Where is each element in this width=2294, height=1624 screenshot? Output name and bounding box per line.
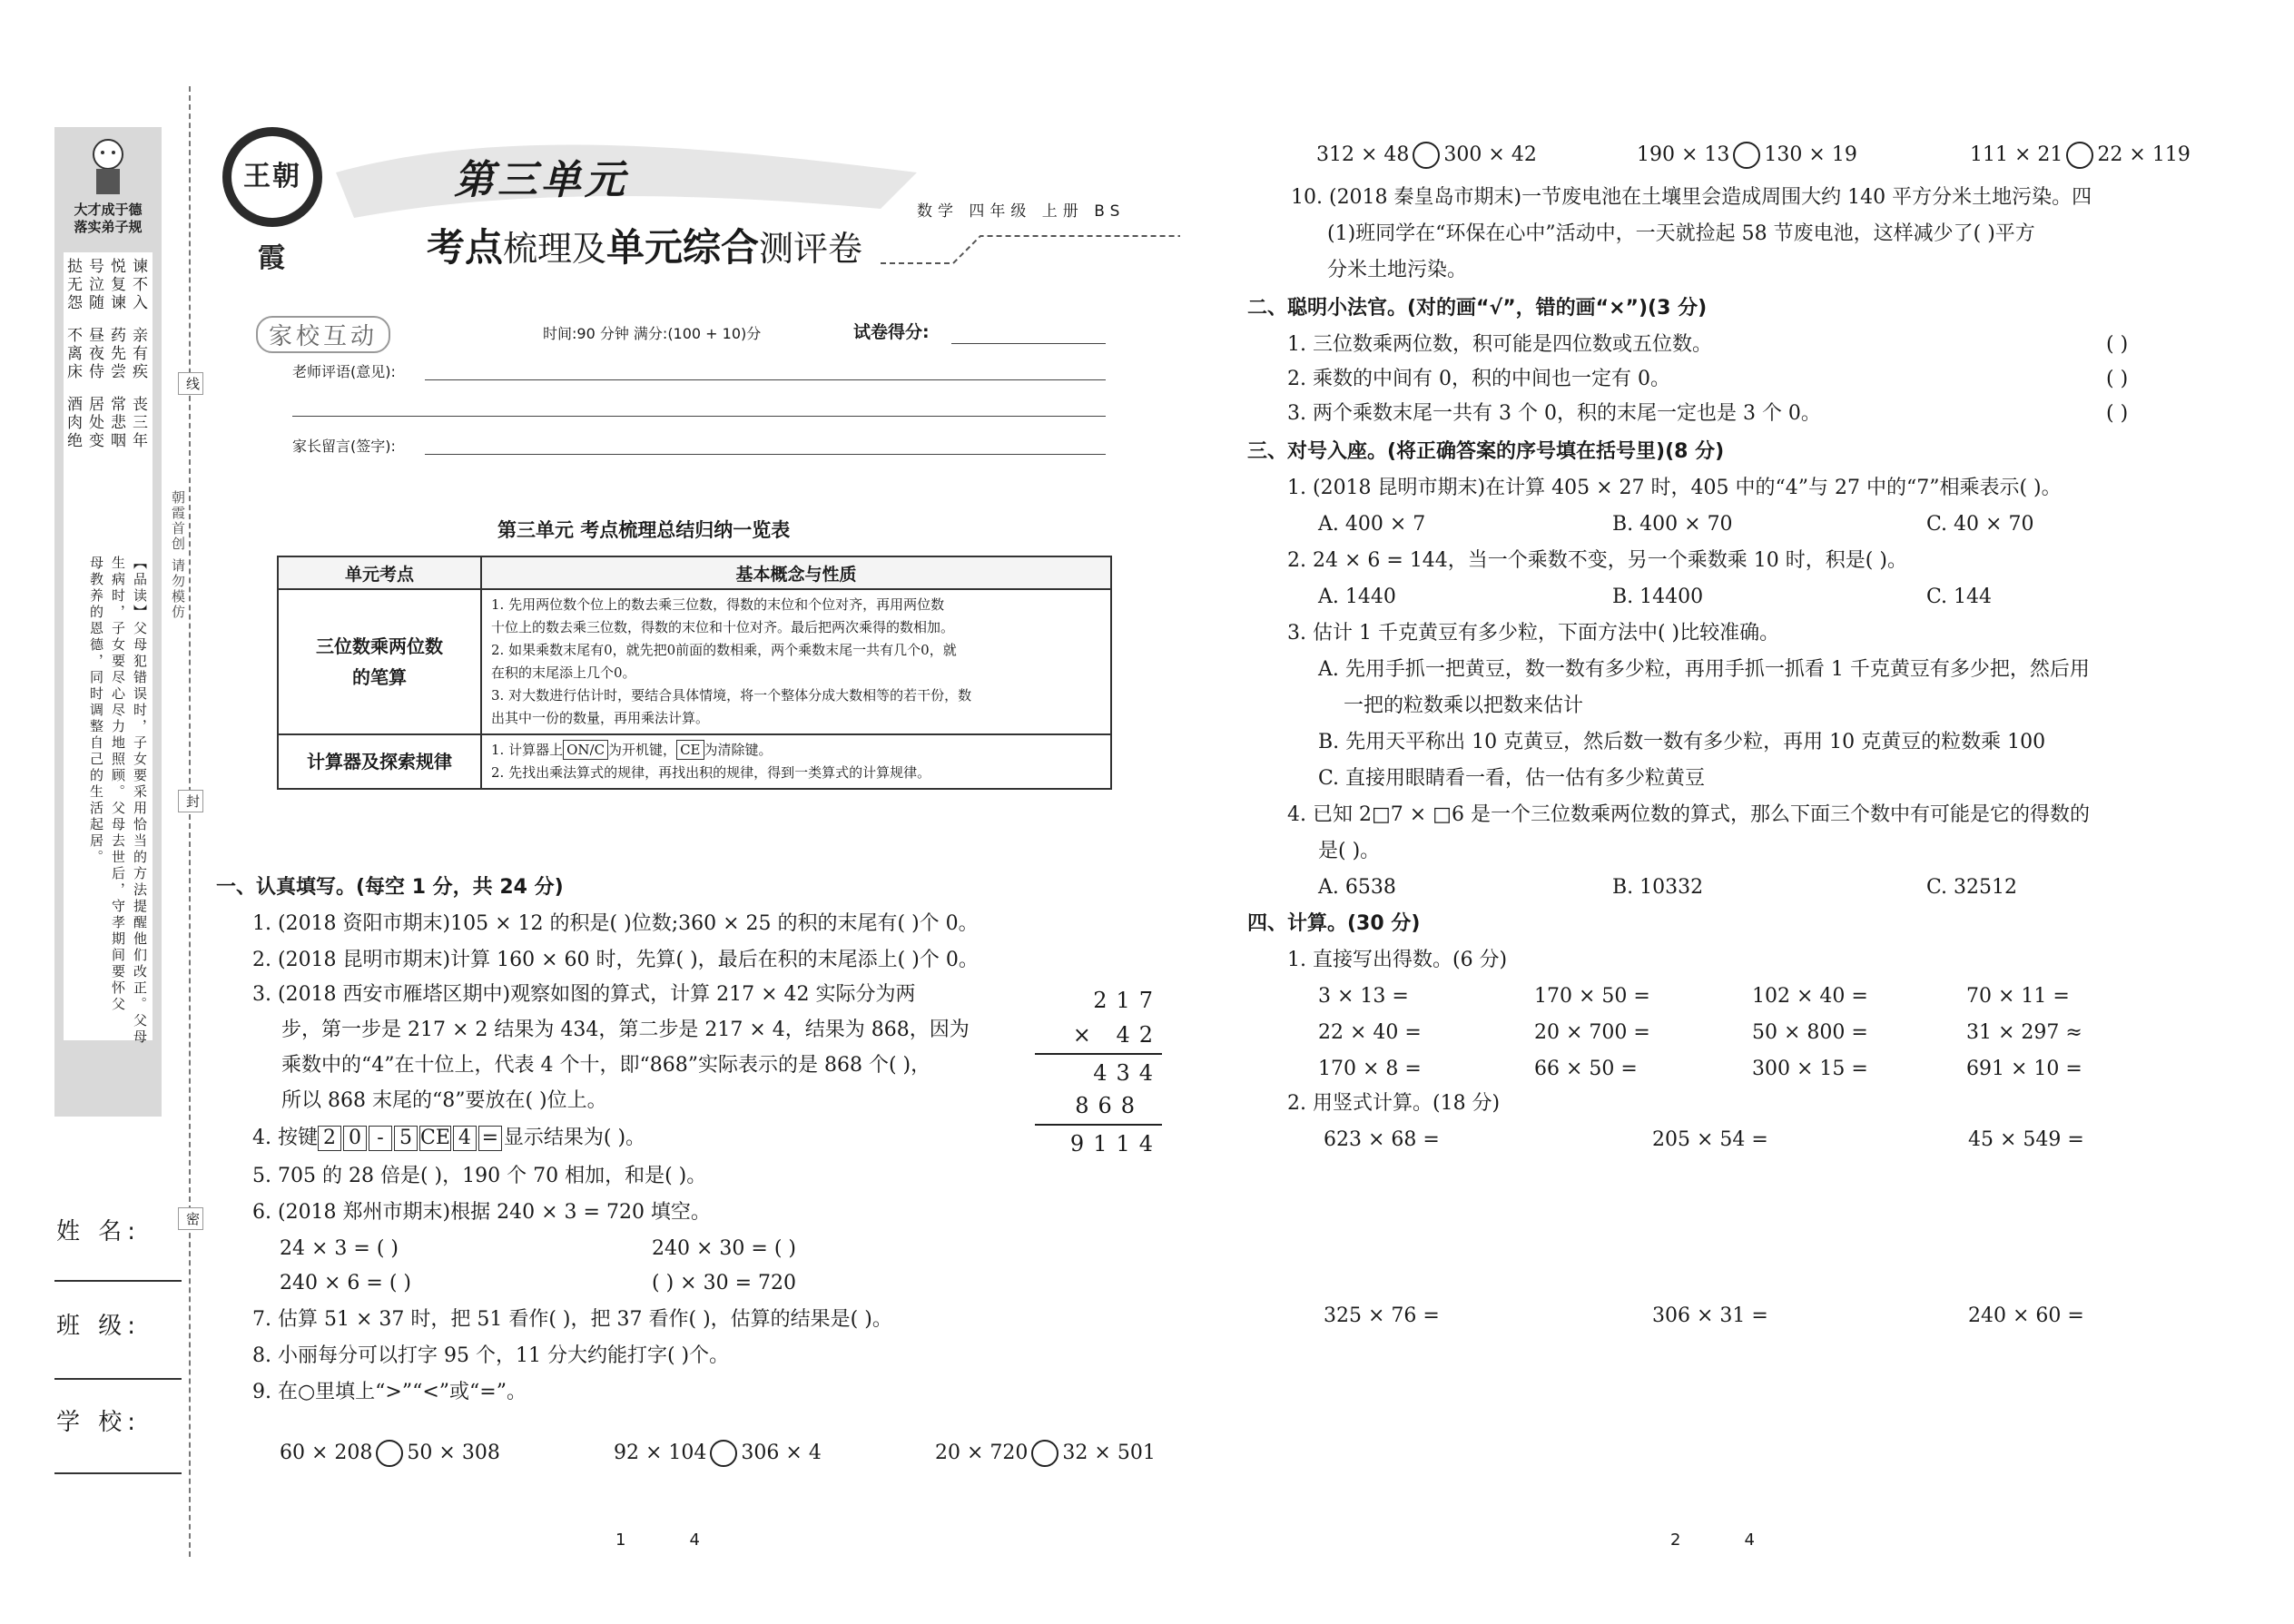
ce-key-icon: CE (676, 740, 704, 760)
teacher-comment-label: 老师评语(意见): (292, 363, 396, 380)
oral-calc-item: 300 × 15 = (1752, 1058, 1868, 1080)
section2-title: 二、聪明小法官。(对的画“√”，错的画“×”)(3 分) (1247, 297, 1708, 320)
answer-paren[interactable]: ( ) (2106, 333, 2129, 356)
compare-item: 312 × 48 300 × 42 (1316, 142, 1537, 169)
poem-line: 亲有疾 (129, 327, 147, 381)
question-1-3a: 3. (2018 西安市雁塔区期中)观察如图的算式，计算 217 × 42 实际分为两 (252, 983, 916, 1006)
oral-calc-item: 170 × 8 = (1318, 1058, 1422, 1080)
section1-title: 一、认真填写。(每空 1 分，共 24 分) (216, 876, 564, 899)
calc-key: 2 (318, 1126, 341, 1151)
vertical-calc-subtitle: 2. 用竖式计算。(18 分) (1287, 1092, 1501, 1115)
calc-key: = (478, 1126, 502, 1151)
oral-calc-item: 691 × 10 = (1966, 1058, 2082, 1080)
exam-title: 考点梳理及单元综合测评卷 (427, 225, 863, 270)
question-1-9: 9. 在○里填上“>”“<”或“=”。 (252, 1381, 527, 1403)
school-label: 学 校: (56, 1409, 142, 1436)
poem-line: 昼夜侍 (85, 327, 103, 381)
vertical-calc-item: 325 × 76 = (1324, 1304, 1440, 1327)
sidebar-motto: 大才成于德 落实弟子规 (74, 202, 143, 235)
oral-calc-item: 3 × 13 = (1318, 985, 1409, 1008)
choice-question-4: 4. 已知 2□7 × □6 是一个三位数乘两位数的算式，那么下面三个数中有可能是它的得数的 (1287, 803, 2090, 826)
table-cell-point: 计算器及探索规律 (278, 734, 481, 789)
poem-line: 谏不入 (129, 258, 147, 312)
class-label: 班 级: (56, 1313, 142, 1340)
calc-key: 4 (453, 1126, 477, 1151)
table-title: 第三单元 考点梳理总结归纳一览表 (497, 519, 791, 541)
question-1-10c: 分米土地污染。 (1327, 259, 1468, 281)
vertical-calc-item: 45 × 549 = (1968, 1128, 2084, 1151)
copyright-note: 朝霞首创 请勿模仿 (170, 490, 186, 620)
judge-item: 2. 乘数的中间有 0，积的中间也一定有 0。 (1287, 368, 1670, 390)
question-1-10a: 10. (2018 秦皇岛市期末)一节废电池在土壤里会造成周围大约 140 平方分米土地污染。四 (1291, 186, 2092, 209)
choice-option: A. 400 × 7 (1318, 513, 1426, 536)
question-1-7: 7. 估算 51 × 37 时，把 51 看作( )，把 37 看作( )，估算的结果是( )。 (252, 1308, 892, 1331)
choice-option: B. 14400 (1612, 586, 1704, 608)
cut-label-mi: 密 (178, 1207, 203, 1230)
unit-title: 第三单元 (454, 157, 628, 203)
compare-item: 20 × 720 32 × 501 (935, 1440, 1156, 1467)
choice-option: B. 400 × 70 (1612, 513, 1733, 536)
calc-key: 5 (394, 1126, 418, 1151)
oral-calc-item: 66 × 50 = (1534, 1058, 1638, 1080)
subject-grade-tag: 数学 四年级 上册 BS (917, 202, 1126, 221)
answer-circle[interactable] (376, 1440, 403, 1467)
table-header-row (278, 556, 1111, 589)
choice-option: C. 32512 (1926, 876, 2018, 899)
poem-line: 居处变 (85, 396, 103, 450)
vertical-calc-item: 205 × 54 = (1652, 1128, 1768, 1151)
cut-line (189, 86, 191, 1557)
oral-calc-item: 50 × 800 = (1752, 1021, 1868, 1044)
sidebar-reading: 【品读】父母犯错误时，子女要采用恰当的方法提醒他们改正。父母 生病时，子女要尽心尽力地照顾。父母去世后，守孝期间要怀父 母教养的恩德，同时调整自己的生活起居。 (64, 550, 153, 1040)
knowledge-table (277, 556, 1112, 790)
sidebar-poem (64, 252, 153, 552)
oral-calc-item: 31 × 297 ≈ (1966, 1021, 2082, 1044)
table-row (278, 589, 1111, 734)
question-1-6d: ( ) × 30 = 720 (652, 1272, 796, 1294)
mascot-icon (85, 134, 131, 198)
table-cell-point: 三位数乘两位数 的笔算 (278, 589, 481, 734)
page-number-left: 14 (615, 1530, 763, 1550)
poem-line: 不离床 (64, 327, 82, 381)
compare-item: 111 × 21 22 × 119 (1970, 142, 2191, 169)
choice-option: C. 40 × 70 (1926, 513, 2034, 536)
question-1-3b: 步，第一步是 217 × 2 结果为 434，第二步是 217 × 4，结果为 868，因为 (281, 1019, 970, 1041)
poem-line: 挞无怨 (64, 258, 82, 312)
question-1-8: 8. 小丽每分可以打字 95 个，11 分大约能打字( )个。 (252, 1344, 730, 1367)
oral-calc-item: 102 × 40 = (1752, 985, 1868, 1008)
poem-line: 丧三年 (129, 396, 147, 450)
vertical-calc-item: 306 × 31 = (1652, 1304, 1768, 1327)
poem-line: 常悲咽 (107, 396, 125, 450)
table-col-header: 基本概念与性质 (481, 556, 1111, 589)
table-row (278, 734, 1111, 789)
judge-item: 1. 三位数乘两位数，积可能是四位数或五位数。 (1287, 333, 1712, 356)
poem-line: 酒肉绝 (64, 396, 82, 450)
choice-option: A. 1440 (1318, 586, 1396, 608)
score-field[interactable] (951, 343, 1106, 344)
table-cell-content: 1. 先用两位数个位上的数去乘三位数，得数的末位和个位对齐，再用两位数 十位上的数去乘三位数，得数的末位和十位对齐。最后把两次乘得的数相加。 2. 如果乘数末尾有0，就先把0前面的数相乘，两个乘数末尾一共有几个0，就 在积的末尾添上几个0。 3. 对大数进行估计时，要结合具体情境，将一个整体分成大数相等的若干份，数 出其中一份的数量，再用乘法计算。 (481, 589, 1111, 734)
question-1-10b: (1)班同学在“环保在心中”活动中，一天就捡起 58 节废电池，这样减少了( )平方 (1327, 222, 2035, 245)
question-1-6b: 240 × 30 = ( ) (652, 1237, 796, 1260)
question-1-3c: 乘数中的“4”在十位上，代表 4 个十，即“868”实际表示的是 868 个( )， (281, 1054, 931, 1077)
choice-question-2: 2. 24 × 6 = 144，当一个乘数不变，另一个乘数乘 10 时，积是( )。 (1287, 549, 1907, 572)
sidebar-panel (54, 127, 162, 1117)
publisher-logo: 王朝霞 (222, 127, 322, 227)
answer-circle[interactable] (710, 1440, 737, 1467)
vertical-calc-item: 623 × 68 = (1324, 1128, 1440, 1151)
oral-calc-subtitle: 1. 直接写出得数。(6 分) (1287, 949, 1508, 971)
cut-label-xian: 线 (178, 372, 203, 395)
question-1-6a: 24 × 3 = ( ) (280, 1237, 399, 1260)
poem-line: 悦复谏 (107, 258, 125, 312)
table-col-header: 单元考点 (278, 556, 481, 589)
choice-option-cont: 一把的粒数乘以把数来估计 (1344, 694, 1584, 717)
name-field[interactable] (54, 1280, 182, 1282)
parent-note-label: 家长留言(签字): (292, 438, 396, 455)
question-1-2: 2. (2018 昆明市期末)计算 160 × 60 时，先算( )，最后在积的末尾添上( )个 0。 (252, 949, 979, 971)
class-field[interactable] (54, 1378, 182, 1380)
calc-key: 0 (343, 1126, 367, 1151)
choice-option: A. 6538 (1318, 876, 1396, 899)
time-info: 时间:90 分钟 满分:(100 + 10)分 (543, 325, 762, 342)
oral-calc-item: 70 × 11 = (1966, 985, 2070, 1008)
calc-key: - (369, 1126, 392, 1151)
question-1-5: 5. 705 的 28 倍是( )，190 个 70 相加，和是( )。 (252, 1165, 707, 1187)
answer-paren[interactable]: ( ) (2106, 368, 2129, 390)
parent-note-field[interactable] (425, 454, 1106, 455)
school-field[interactable] (54, 1472, 182, 1474)
answer-circle[interactable] (1031, 1440, 1058, 1467)
poem-line: 号泣随 (85, 258, 103, 312)
compare-item: 190 × 13 130 × 19 (1637, 142, 1857, 169)
page-number-right: 24 (1670, 1530, 1818, 1550)
choice-option: A. 先用手抓一把黄豆，数一数有多少粒，再用手抓一抓看 1 千克黄豆有多少把，然后用 (1318, 658, 2090, 681)
answer-circle[interactable] (1733, 142, 1760, 169)
teacher-comment-field-2[interactable] (292, 416, 1106, 417)
home-school-banner: 家校互动 (256, 316, 390, 353)
section4-title: 四、计算。(30 分) (1247, 912, 1421, 935)
judge-item: 3. 两个乘数末尾一共有 3 个 0，积的末尾一定也是 3 个 0。 (1287, 402, 1821, 425)
vertical-calc-item: 240 × 60 = (1968, 1304, 2084, 1327)
choice-option: C. 144 (1926, 586, 1993, 608)
section3-title: 三、对号入座。(将正确答案的序号填在括号里)(8 分) (1247, 440, 1725, 463)
name-label: 姓 名: (56, 1218, 142, 1245)
choice-option: B. 先用天平称出 10 克黄豆，然后数一数有多少粒，再用 10 克黄豆的粒数乘 100 (1318, 731, 2046, 753)
question-1-1: 1. (2018 资阳市期末)105 × 12 的积是( )位数;360 × 25 的积的末尾有( )个 0。 (252, 912, 979, 935)
choice-option: C. 直接用眼睛看一看，估一估有多少粒黄豆 (1318, 767, 1706, 790)
answer-circle[interactable] (1413, 142, 1440, 169)
choice-question-3: 3. 估计 1 千克黄豆有多少粒，下面方法中( )比较准确。 (1287, 622, 1780, 645)
question-1-6: 6. (2018 郑州市期末)根据 240 × 3 = 720 填空。 (252, 1201, 711, 1224)
choice-question-1: 1. (2018 昆明市期末)在计算 405 × 27 时，405 中的“4”与 27 中的“7”相乘表示( )。 (1287, 477, 2062, 499)
teacher-comment-field[interactable] (425, 379, 1106, 380)
answer-paren[interactable]: ( ) (2106, 402, 2129, 425)
oral-calc-item: 20 × 700 = (1534, 1021, 1650, 1044)
oral-calc-item: 22 × 40 = (1318, 1021, 1422, 1044)
compare-item: 60 × 208 50 × 308 (280, 1440, 500, 1467)
question-1-4: 4. 按键 2 0 - 5 CE 4 = 显示结果为( )。 (252, 1127, 646, 1149)
table-cell-content: 1. 计算器上 ON/C 为开机键， CE 为清除键。 2. 先找出乘法算式的规律，再找出积的规律，得到一类算式的计算规律。 (481, 734, 1111, 789)
question-1-3d: 所以 868 末尾的“8”要放在( )位上。 (281, 1089, 607, 1112)
choice-option: B. 10332 (1612, 876, 1704, 899)
cut-label-feng: 封 (178, 790, 203, 812)
oral-calc-item: 170 × 50 = (1534, 985, 1650, 1008)
onc-key-icon: ON/C (563, 740, 608, 760)
answer-circle[interactable] (2066, 142, 2093, 169)
compare-item: 92 × 104 306 × 4 (614, 1440, 822, 1467)
poem-line: 药先尝 (107, 327, 125, 381)
choice-question-4b: 是( )。 (1318, 840, 1381, 862)
question-1-6c: 240 × 6 = ( ) (280, 1272, 411, 1294)
calc-key: CE (419, 1127, 450, 1149)
score-label: 试卷得分: (853, 322, 930, 342)
